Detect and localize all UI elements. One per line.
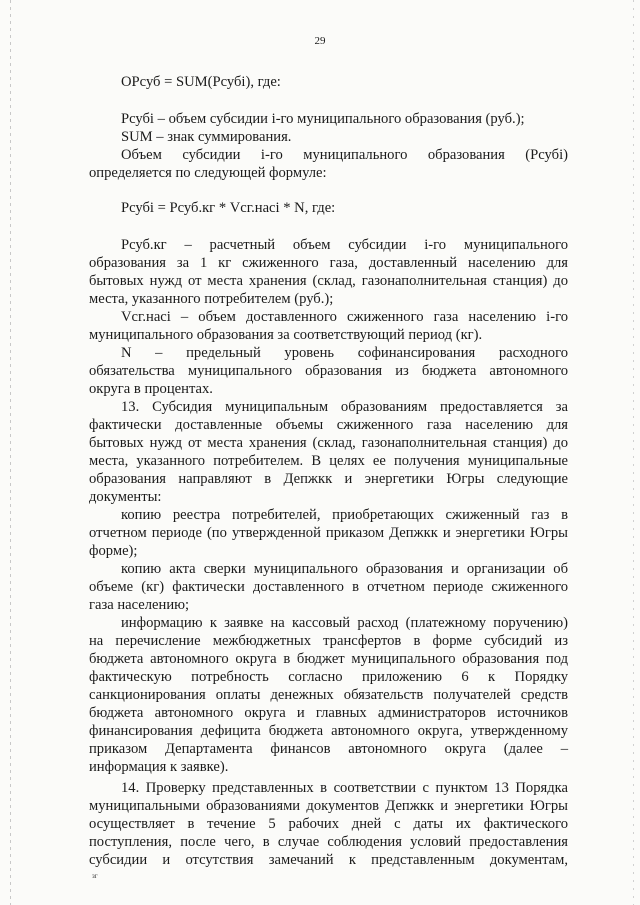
text-line: Объем субсидии i-го муниципального образования (Рсубі) [121,147,568,163]
text-line: обязательства муниципального образования из бюджета автономного [89,363,568,379]
text-line: бытовых нужд от места хранения (склад, газонаполнительная станция) до [89,435,568,451]
text-line: Рсуб.кг – расчетный объем субсидии i-го муниципального [121,237,568,253]
footer-mark: зг [92,872,98,880]
text-line: на перечисление межбюджетных трансфертов в форме субсидий из [89,633,568,649]
text-line: информация к заявке). [89,759,229,775]
text-line: муниципального образования за соответствующий период (кг). [89,327,483,343]
text-line: 13. Субсидия муниципальным образованиям предоставляется за [121,399,568,415]
text-line: фактически доставленные объемы сжиженного газа населению для [89,417,568,433]
text-line: осуществляет в течение 5 рабочих дней с даты их фактического [89,816,568,832]
text-line: муниципальными образованиями документов Депжкк и энергетики Югры [89,798,568,814]
text-line: финансирования дефицита бюджета автономного округа, утвержденному [89,723,568,739]
text-line: бюджета автономного округа и главных администраторов источников [89,705,568,721]
text-line: поступления, после чего, в случае соблюдения условий предоставления [89,834,568,850]
text-line: объеме (кг) фактически доставленного в отчетном периоде сжиженного [89,579,568,595]
text-line: отчетном периоде (по утвержденной приказом Депжкк и энергетики Югры [89,525,568,541]
text-line: копию реестра потребителей, приобретающих сжиженный газ в [121,507,568,523]
text-line: санкционирования оплаты денежных обязательств получателей средств [89,687,568,703]
text-line: N – предельный уровень софинансирования расходного [121,345,568,361]
text-line: бюджета автономного округа в бюджет муниципального образования под [89,651,568,667]
text-line: копию акта сверки муниципального образования и организации об [121,561,568,577]
text-line: места, указанного потребителем (руб.); [89,291,334,307]
scan-edge-right [633,0,634,905]
text-line: бытовых нужд от места хранения (склад, газонаполнительная станция) до [89,273,568,289]
scan-edge-left [10,0,11,905]
page-number: 29 [314,35,326,47]
text-line: округа в процентах. [89,381,213,397]
text-line: форме); [89,543,138,559]
text-line: субсидии и отсутствия замечаний к представленным документам, [89,852,568,868]
text-line: документы: [89,489,162,505]
formula-line: Рсубі = Рсуб.кг * Vсг.насі * N, где: [121,200,336,216]
text-line: информацию к заявке на кассовый расход (платежному поручению) [121,615,568,631]
text-line: образования за 1 кг сжиженного газа, доставленный населению для [89,255,568,271]
text-line: фактическую потребность согласно приложению 6 к Порядку [89,669,568,685]
text-line: SUM – знак суммирования. [121,129,292,145]
text-line: Рсубі – объем субсидии i-го муниципального образования (руб.); [121,111,525,127]
text-line: определяется по следующей формуле: [89,165,327,181]
text-line: Vсг.насі – объем доставленного сжиженного газа населению i-го [121,309,568,325]
text-line: образования направляют в Депжкк и энергетики Югры следующие [89,471,568,487]
text-line: приказом Департамента финансов автономного округа (далее – [89,741,568,757]
text-line: места, указанного потребителем. В целях ее получения муниципальные [89,453,568,469]
text-line: газа населению; [89,597,190,613]
formula-line: ОРсуб = SUM(Рсубі), где: [121,74,281,90]
text-line: 14. Проверку представленных в соответствии с пунктом 13 Порядка [121,780,568,796]
